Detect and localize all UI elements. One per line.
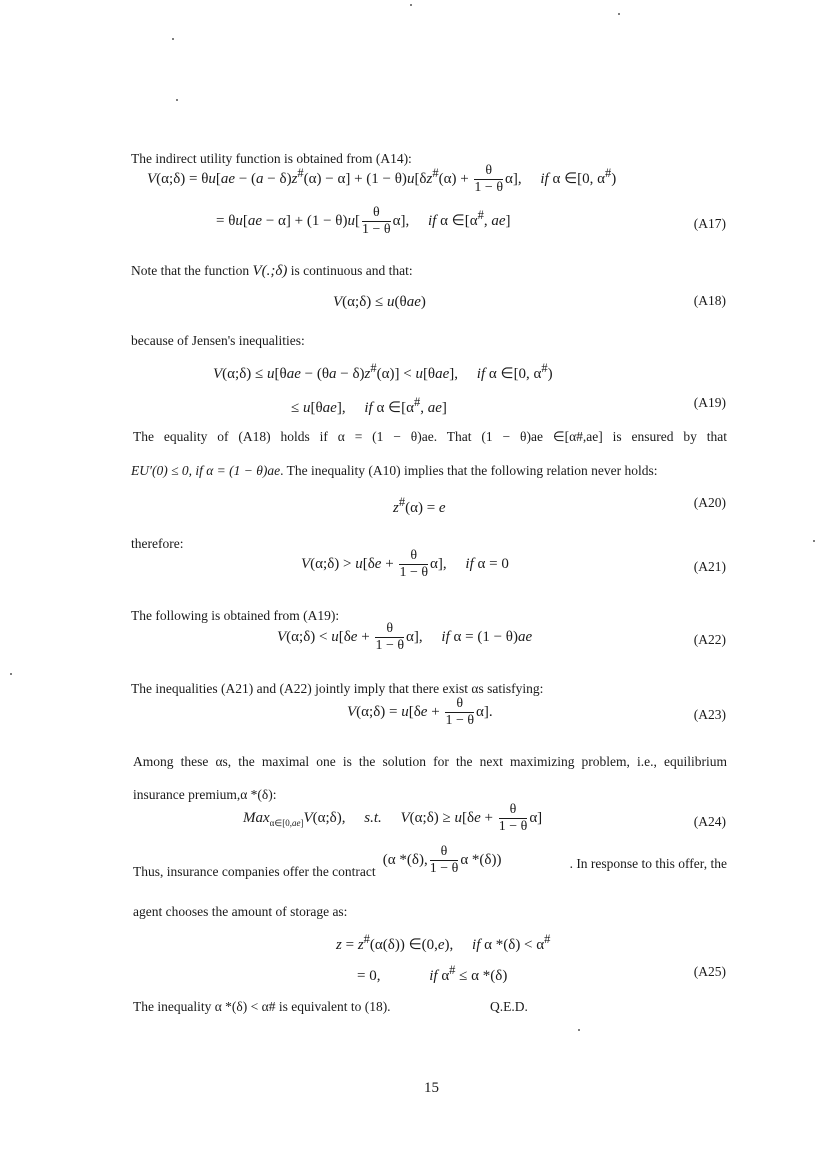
scan-speck <box>578 1029 580 1031</box>
paragraph-jointly: The inequalities (A21) and (A22) jointly imply that there exist αs satisfying: <box>131 681 544 696</box>
equation-a24: Max$_{\alpha\in[0,ae]}$V(α;δ), s.t. V(α;δ) ≥ u[δe + $\frac{\theta}{1 - \theta}$ α] <box>243 802 543 834</box>
equation-a23: V(α;δ) = u[δe + $\frac{\theta}{1 - \theta}$ α]. <box>347 696 493 728</box>
equation-a25-line1: z = z#(α(δ)) ∈(0,e), if α *(δ) < α# <box>336 932 551 953</box>
equation-a21: V(α;δ) > u[δe + $\frac{\theta}{1 - \theta}$ α], if α = 0 <box>301 548 509 580</box>
equation-a20: z#(α) = e <box>393 495 446 516</box>
note-function: V(.;δ) <box>252 263 288 279</box>
paragraph-intro: The indirect utility function is obtained from (A14): <box>131 151 412 166</box>
note-tail: is continuous and that: <box>290 263 413 278</box>
equation-label-a19: (A19) <box>693 395 726 410</box>
qed-mark: Q.E.D. <box>490 999 528 1014</box>
thus-tail: . In response to this offer, the <box>569 856 727 871</box>
scan-speck <box>618 13 620 15</box>
equation-label-a21: (A21) <box>693 559 726 574</box>
paragraph-therefore: therefore: <box>131 536 184 551</box>
equation-a17-line2: = θu[ae − α] + (1 − θ)u[ $\frac{\theta}{1 - \theta}$ α], if α ∈[α#, ae] <box>216 205 511 237</box>
equation-a17-line1: V(α;δ) = θu[ae − (a − δ)z#(α) − α] + (1 − θ)u[δz#(α) + $\frac{\theta}{1 - \theta}$ α], if α ∈[0, α#) <box>147 163 617 195</box>
equation-label-a23: (A23) <box>693 707 726 722</box>
thus-text: Thus, insurance companies offer the contract <box>133 863 376 879</box>
contract-expression: (α *(δ), $\frac{\theta}{1 - \theta}$ α *(δ)) <box>379 844 502 876</box>
equation-label-a24: (A24) <box>693 814 726 829</box>
paragraph-equality-line2 <box>131 464 657 478</box>
paragraph-final: The inequality α *(δ) < α# is equivalent to (18). <box>133 999 391 1014</box>
scan-speck <box>172 38 174 40</box>
equation-a19-line2: ≤ u[θae], if α ∈[α#, ae] <box>291 395 447 416</box>
paragraph-following: The following is obtained from (A19): <box>131 608 340 623</box>
equation-label-a25: (A25) <box>693 964 726 979</box>
note-text: Note that the function <box>131 263 250 278</box>
equality-condition: EU′(0) ≤ 0, if α = (1 − θ)ae <box>131 463 281 478</box>
equation-a19-line1: V(α;δ) ≤ u[θae − (θa − δ)z#(α)] < u[θae], if α ∈[0, α#) <box>213 361 553 382</box>
scan-speck <box>410 4 412 6</box>
equation-a25-line2: = 0, if α# ≤ α *(δ) <box>357 963 508 984</box>
paragraph-thus <box>133 844 727 879</box>
page-number: 15 <box>424 1080 439 1096</box>
paragraph-among-line1: Among these αs, the maximal one is the solution for the next maximizing problem, i.e., equilibrium <box>133 754 727 769</box>
paragraph-among-line2: insurance premium,α *(δ): <box>133 787 277 802</box>
paragraph-agent: agent chooses the amount of storage as: <box>133 904 348 919</box>
equation-label-a20: (A20) <box>693 495 726 510</box>
scan-speck <box>10 673 12 675</box>
paragraph-note <box>131 264 413 279</box>
equation-label-a17: (A17) <box>693 216 726 231</box>
equality-tail: . The inequality (A10) implies that the following relation never holds: <box>280 463 658 478</box>
scan-speck <box>176 99 178 101</box>
paragraph-jensen: because of Jensen's inequalities: <box>131 333 305 348</box>
equation-a18: V(α;δ) ≤ u(θae) <box>333 294 426 310</box>
equation-label-a18: (A18) <box>693 293 726 308</box>
scan-speck <box>813 540 815 542</box>
paragraph-equality-line1: The equality of (A18) holds if α = (1 − θ)ae. That (1 − θ)ae ∈[α#,ae] is ensured by that <box>133 429 727 444</box>
equation-label-a22: (A22) <box>693 632 726 647</box>
equation-a22: V(α;δ) < u[δe + $\frac{\theta}{1 - \theta}$ α], if α = (1 − θ)ae <box>277 621 533 653</box>
